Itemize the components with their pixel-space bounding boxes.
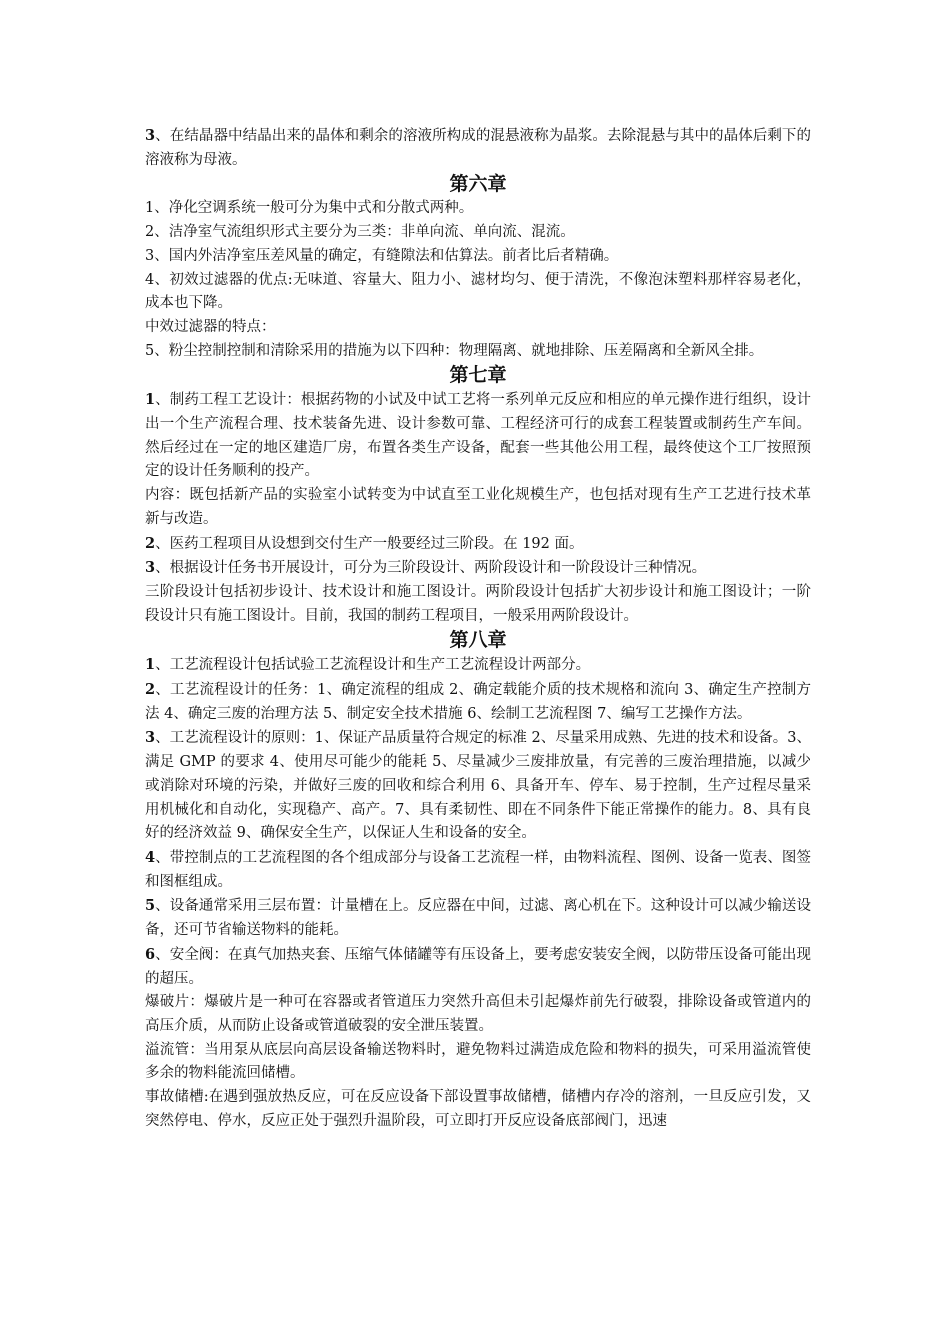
paragraph-text: 2、洁净室气流组织形式主要分为三类：非单向流、单向流、混流。	[145, 224, 575, 241]
item-number: 4	[145, 848, 156, 866]
item-number: 3	[145, 127, 156, 144]
paragraph	[145, 245, 811, 269]
paragraph-text: 爆破片：爆破片是一种可在容器或者管道压力突然升高但未引起爆炸前先行破裂，排除设备或管道内的高压介质，从而防止设备或管道破裂的安全泄压装置。	[145, 994, 811, 1034]
paragraph	[145, 678, 811, 726]
paragraph-text: 、工艺流程设计的原则：1、保证产品质量符合规定的标准 2、尽量采用成熟、先进的技术和设备。3、满足 GMP 的要求 4、使用尽可能少的能耗 5、尽量减少三废排放量，有完善的三废治理措施，以减少或消除对环境的污染，并做好三废的回收和综合利用 6、具备开车、停车、易于控制，生产过程尽量采用机械化和自动化，实现稳产、高产。7、具有柔韧性、即在不同条件下能正常操作的能力。8、具有良好的经济效益 9、确保安全生产，以保证人生和设备的安全。	[145, 730, 811, 842]
paragraph	[145, 221, 811, 245]
paragraph-text: 、设备通常采用三层布置：计量槽在上。反应器在中间，过滤、离心机在下。这种设计可以减少输送设备，还可节省输送物料的能耗。	[145, 898, 811, 939]
paragraph	[145, 894, 811, 942]
item-number: 1	[145, 391, 156, 409]
paragraph-text: 、工艺流程设计包括试验工艺流程设计和生产工艺流程设计两部分。	[155, 657, 591, 674]
paragraph-text: 溢流管：当用泵从底层向高层设备输送物料时，避免物料过满造成危险和物料的损失，可采用溢流管使多余的物料能流回储槽。	[145, 1041, 811, 1082]
paragraph-text: 、在结晶器中结晶出来的晶体和剩余的溶液所构成的混悬液称为晶浆。去除混悬与其中的晶体后剩下的溶液称为母液。	[145, 128, 811, 168]
paragraph	[145, 532, 811, 557]
paragraph-text: 事故储槽:在遇到强放热反应，可在反应设备下部设置事故储槽，储槽内存冷的溶剂，一旦反应引发，又突然停电、停水，反应正处于强烈升温阶段，可立即打开反应设备底部阀门，迅速	[145, 1089, 811, 1129]
paragraph	[145, 269, 811, 316]
paragraph	[145, 388, 811, 484]
paragraph-text: 、制药工程工艺设计：根据药物的小试及中试工艺将一系列单元反应和相应的单元操作进行组织，设计出一个生产流程合理、技术装备先进、设计参数可靠、工程经济可行的成套工程装置或制药生产车间。然后经过在一定的地区建造厂房，布置各类生产设备，配套一些其他公用工程，最终使这个工厂按照预定的设计任务顺利的投产。	[145, 392, 811, 480]
chapter-heading: 第七章	[449, 364, 507, 387]
paragraph-text: 3、国内外洁净室压差风量的确定，有缝隙法和估算法。前者比后者精确。	[145, 247, 619, 264]
paragraph	[145, 316, 811, 340]
paragraph-text: 三阶段设计包括初步设计、技术设计和施工图设计。两阶段设计包括扩大初步设计和施工图设计；一阶段设计只有施工图设计。目前，我国的制药工程项目，一般采用两阶段设计。	[145, 583, 811, 624]
item-number: 3	[145, 729, 156, 747]
paragraph	[145, 943, 811, 991]
item-number: 2	[145, 534, 156, 552]
paragraph	[145, 581, 811, 628]
paragraph	[145, 124, 811, 172]
paragraph	[145, 846, 811, 894]
paragraph	[145, 991, 811, 1038]
paragraph-text: 4、初效过滤器的优点:无味道、容量大、阻力小、滤材均匀、便于清洗，不像泡沫塑料那样容易老化，成本也下降。	[145, 271, 811, 312]
paragraph	[145, 653, 811, 678]
paragraph-text: 5、粉尘控制控制和清除采用的措施为以下四种：物理隔离、就地排除、压差隔离和全新风全排。	[145, 342, 764, 359]
item-number: 3	[145, 559, 156, 577]
item-number: 1	[145, 656, 156, 674]
paragraph	[145, 556, 811, 581]
paragraph-text: 中效过滤器的特点：	[145, 318, 276, 335]
item-number: 2	[145, 681, 156, 699]
paragraph	[145, 340, 811, 364]
item-number: 6	[145, 945, 156, 963]
paragraph-text: 内容：既包括新产品的实验室小试转变为中试直至工业化规模生产，也包括对现有生产工艺进行技术革新与改造。	[145, 487, 811, 527]
paragraph	[145, 197, 811, 221]
paragraph-text: 、带控制点的工艺流程图的各个组成部分与设备工艺流程一样，由物料流程、图例、设备一览表、图签和图框组成。	[145, 849, 811, 890]
chapter-heading: 第六章	[449, 173, 507, 196]
paragraph	[145, 484, 811, 531]
item-number: 5	[145, 897, 156, 915]
paragraph-text: 1、净化空调系统一般可分为集中式和分散式两种。	[145, 200, 474, 217]
paragraph	[145, 726, 811, 846]
paragraph-text: 、医药工程项目从设想到交付生产一般要经过三阶段。在 192 面。	[155, 535, 584, 552]
paragraph-text: 、根据设计任务书开展设计，可分为三阶段设计、两阶段设计和一阶段设计三种情况。	[155, 560, 707, 577]
document-page	[145, 124, 811, 1133]
paragraph-text: 、安全阀：在真气加热夹套、压缩气体储罐等有压设备上，要考虑安装安全阀，以防带压设备可能出现的超压。	[145, 946, 811, 987]
paragraph	[145, 1039, 811, 1086]
chapter-heading: 第八章	[449, 629, 507, 652]
paragraph	[145, 1086, 811, 1133]
paragraph-text: 、工艺流程设计的任务：1、确定流程的组成 2、确定载能介质的技术规格和流向 3、确定生产控制方法 4、确定三废的治理方法 5、制定安全技术措施 6、绘制工艺流程图 7、编写工艺操作方法。	[145, 682, 811, 722]
